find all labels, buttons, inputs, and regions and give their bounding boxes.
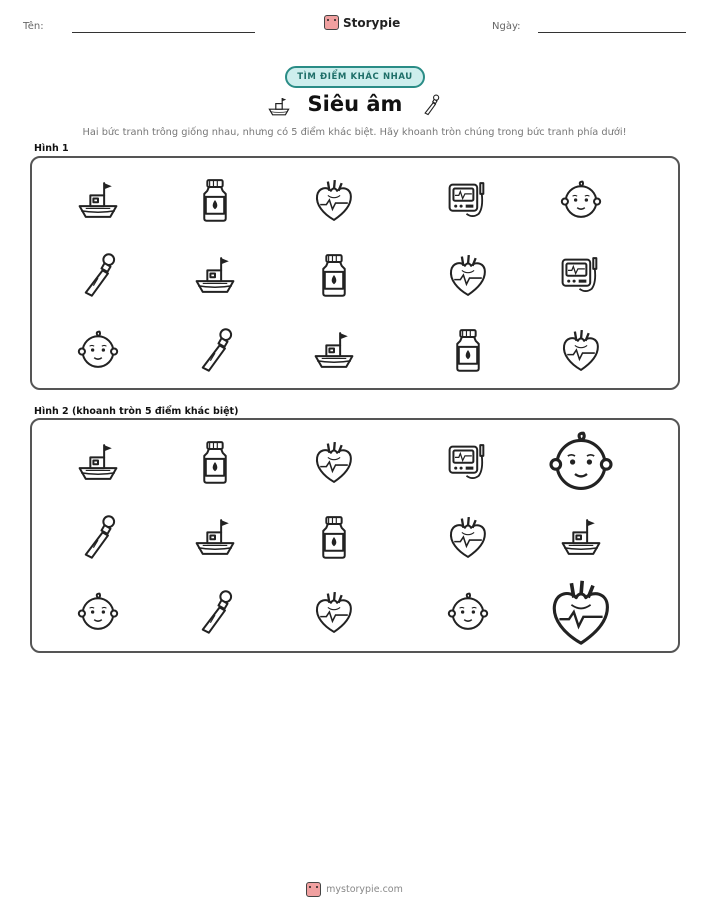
baby-face-icon bbox=[68, 320, 128, 380]
probe-icon bbox=[420, 90, 442, 124]
bottle-icon bbox=[185, 170, 245, 230]
monitor-icon bbox=[438, 170, 498, 230]
boat-icon[interactable] bbox=[68, 432, 128, 492]
activity-tag: TÌM ĐIỂM KHÁC NHAU bbox=[285, 66, 425, 88]
bear-logo-icon bbox=[324, 15, 339, 30]
boat-icon bbox=[264, 94, 294, 122]
boat-icon bbox=[68, 170, 128, 230]
page-title: Siêu âm bbox=[307, 92, 403, 116]
date-label: Ngày: bbox=[492, 21, 521, 32]
brand-name: Storypie bbox=[343, 15, 401, 30]
heart-icon[interactable] bbox=[304, 432, 364, 492]
baby-face-icon bbox=[551, 170, 611, 230]
footer bbox=[0, 882, 709, 897]
heart-icon bbox=[551, 320, 611, 380]
boat-icon bbox=[185, 245, 245, 305]
probe-icon[interactable] bbox=[185, 582, 245, 642]
boat-icon bbox=[304, 320, 364, 380]
monitor-icon bbox=[551, 245, 611, 305]
storypie-logo bbox=[324, 15, 400, 30]
heart-icon[interactable] bbox=[551, 582, 611, 642]
picture-2-panel[interactable] bbox=[30, 418, 680, 653]
picture-1-panel bbox=[30, 156, 680, 390]
baby-face-icon[interactable] bbox=[438, 582, 498, 642]
name-line[interactable] bbox=[72, 32, 255, 33]
bottle-icon bbox=[304, 245, 364, 305]
heart-icon bbox=[438, 245, 498, 305]
section-1-label: Hình 1 bbox=[34, 143, 69, 154]
bottle-icon bbox=[438, 320, 498, 380]
instructions: Hai bức tranh trông giống nhau, nhưng có 5 điểm khác biệt. Hãy khoanh tròn chúng trong bức tranh phía dưới! bbox=[82, 127, 627, 138]
heart-icon[interactable] bbox=[438, 507, 498, 567]
bear-logo-icon bbox=[306, 882, 321, 897]
section-2-label: Hình 2 (khoanh tròn 5 điểm khác biệt) bbox=[34, 406, 239, 417]
bottle-icon[interactable] bbox=[304, 507, 364, 567]
baby-face-icon[interactable] bbox=[68, 582, 128, 642]
boat-icon[interactable] bbox=[551, 507, 611, 567]
probe-icon bbox=[185, 320, 245, 380]
monitor-icon[interactable] bbox=[438, 432, 498, 492]
footer-site[interactable]: mystorypie.com bbox=[326, 884, 403, 895]
baby-face-icon[interactable] bbox=[551, 432, 611, 492]
probe-icon bbox=[68, 245, 128, 305]
date-line[interactable] bbox=[538, 32, 686, 33]
heart-icon[interactable] bbox=[304, 582, 364, 642]
probe-icon[interactable] bbox=[68, 507, 128, 567]
name-label: Tên: bbox=[23, 21, 44, 32]
heart-icon bbox=[304, 170, 364, 230]
boat-icon[interactable] bbox=[185, 507, 245, 567]
bottle-icon[interactable] bbox=[185, 432, 245, 492]
